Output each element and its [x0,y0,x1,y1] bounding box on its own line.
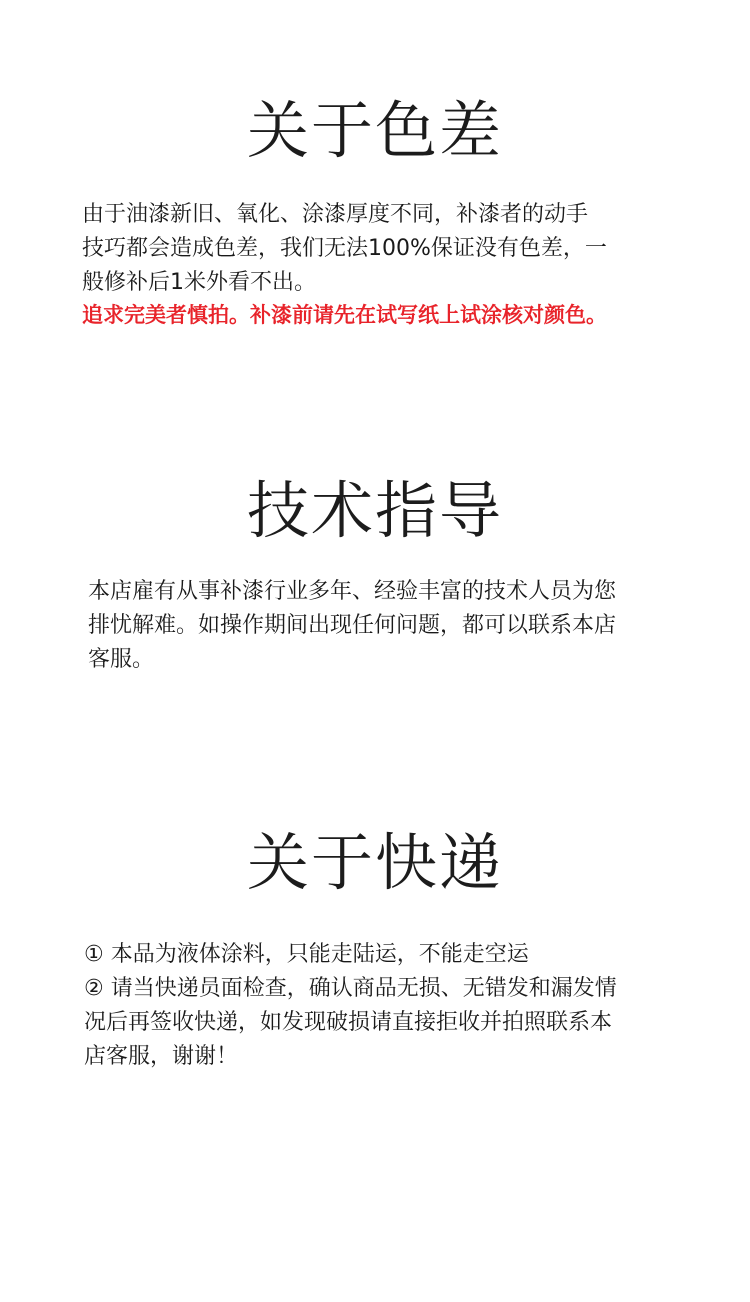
color-difference-paragraph [82,198,607,300]
section-title-technical-guidance: 技术指导 [246,474,503,547]
section-title-shipping: 关于快递 [246,826,503,899]
paragraph-line: ② 请当快递员面检查，确认商品无损、无错发和漏发情 [84,976,617,1001]
paragraph-line: 由于油漆新旧、氧化、涂漆厚度不同，补漆者的动手 [82,202,589,227]
shipping-paragraph [84,938,617,1074]
paragraph-line: 客服。 [88,647,155,672]
paragraph-line: 况后再签收快递，如发现破损请直接拒收并拍照联系本 [84,1010,613,1035]
paragraph-line: 技巧都会造成色差，我们无法100%保证没有色差，一 [82,236,607,261]
section-title-color-difference: 关于色差 [246,94,503,167]
paragraph-line: 本店雇有从事补漆行业多年、经验丰富的技术人员为您 [88,579,617,604]
technical-guidance-paragraph [88,575,616,677]
color-difference-warning: 追求完美者慎拍。补漆前请先在试写纸上试涂核对颜色。 [82,303,607,327]
paragraph-line: ① 本品为液体涂料，只能走陆运，不能走空运 [84,942,529,967]
paragraph-line: 店客服，谢谢！ [84,1044,239,1069]
paragraph-line: 般修补后1米外看不出。 [82,270,316,295]
paragraph-line: 排忧解难。如操作期间出现任何问题，都可以联系本店 [88,613,617,638]
